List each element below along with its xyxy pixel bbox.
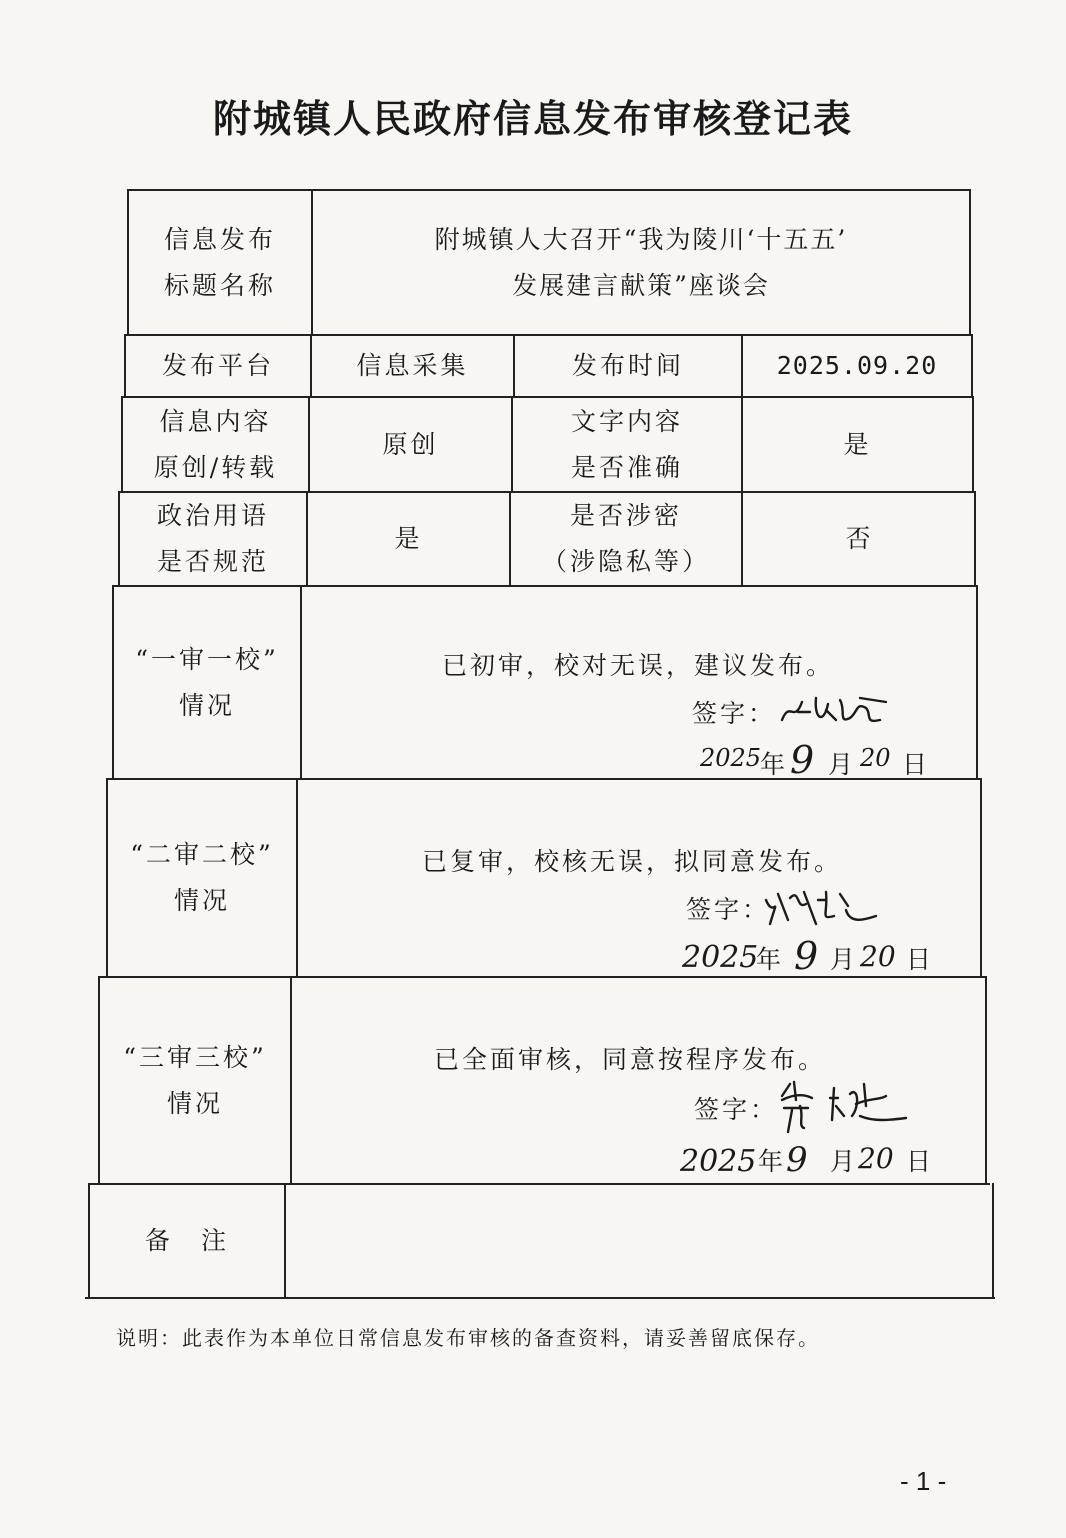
review3-label-cell bbox=[100, 978, 290, 1183]
review2-label-line2: 情况 bbox=[173, 886, 230, 915]
review1-signature bbox=[776, 690, 896, 734]
review3-label-line2: 情况 bbox=[166, 1088, 223, 1118]
accuracy-label-cell bbox=[513, 398, 741, 491]
secret-label-line1: 是否涉密 bbox=[569, 501, 682, 530]
review2-year: 2025 bbox=[682, 940, 759, 975]
review3-year-unit: 年 bbox=[758, 1147, 784, 1176]
table-border-right bbox=[985, 976, 987, 1184]
review3-day-unit: 日 bbox=[906, 1147, 932, 1176]
review3-year: 2025 bbox=[680, 1144, 757, 1179]
review1-label-line2: 情况 bbox=[178, 690, 235, 720]
secret-label-line2: （涉隐私等） bbox=[541, 547, 710, 576]
column-divider bbox=[290, 976, 292, 1184]
time-value-cell bbox=[743, 336, 971, 396]
review3-month-unit: 月 bbox=[830, 1147, 856, 1176]
document-title: 附城镇人民政府信息发布审核登记表 bbox=[212, 97, 853, 141]
review3-sign-label: 签字： bbox=[694, 1095, 779, 1124]
accuracy-value: 是 bbox=[843, 429, 872, 459]
table-border-right bbox=[976, 585, 978, 779]
review2-signature bbox=[760, 880, 880, 934]
review2-label-line1: “二审二校” bbox=[130, 840, 274, 869]
secret-label-cell bbox=[511, 493, 741, 585]
platform-value-cell bbox=[312, 336, 513, 396]
title-label-line2: 标题名称 bbox=[163, 270, 276, 300]
review3-signature bbox=[774, 1076, 914, 1136]
table-border-right bbox=[972, 396, 974, 492]
review1-year: 2025 bbox=[700, 744, 762, 772]
politics-label-line1: 政治用语 bbox=[156, 501, 269, 530]
secret-value-cell bbox=[743, 493, 976, 585]
review1-year-unit: 年 bbox=[760, 750, 786, 779]
review3-label-line1: “三审三校” bbox=[123, 1042, 267, 1072]
time-value: 2025.09.20 bbox=[776, 351, 938, 380]
table-border-right bbox=[971, 334, 973, 397]
review2-year-unit: 年 bbox=[756, 945, 782, 974]
platform-label: 发布平台 bbox=[161, 351, 274, 380]
title-value-cell bbox=[313, 191, 969, 334]
secret-value: 否 bbox=[845, 524, 874, 553]
table-border-right bbox=[980, 778, 982, 977]
time-label: 发布时间 bbox=[571, 351, 684, 380]
review2-sign-label: 签字： bbox=[686, 895, 771, 924]
time-label-cell bbox=[515, 336, 741, 396]
review2-opinion: 已复审，校核无误，拟同意发布。 bbox=[422, 847, 843, 876]
review3-day: 20 bbox=[858, 1142, 894, 1175]
title-value-line2: 发展建言献策”座谈会 bbox=[512, 270, 770, 300]
title-value-line1: 附城镇人大召开“我为陵川‘十五五’ bbox=[434, 224, 848, 254]
review2-day-unit: 日 bbox=[906, 945, 932, 974]
title-label-cell bbox=[129, 191, 311, 334]
accuracy-value-cell bbox=[743, 398, 972, 491]
page-number: - 1 - bbox=[900, 1466, 947, 1496]
remark-value-cell bbox=[286, 1185, 992, 1297]
politics-value-cell bbox=[308, 493, 509, 585]
review2-month: 9 bbox=[794, 934, 819, 978]
footnote: 说明：此表作为本单位日常信息发布审核的备查资料，请妥善留底保存。 bbox=[116, 1326, 820, 1350]
platform-label-cell bbox=[126, 336, 310, 396]
origin-value: 原创 bbox=[382, 429, 439, 459]
table-border-right bbox=[992, 1183, 994, 1298]
review3-month: 9 bbox=[786, 1140, 808, 1180]
platform-value: 信息采集 bbox=[356, 351, 469, 380]
remark-label: 备 注 bbox=[144, 1226, 229, 1255]
review1-label-line1: “一审一校” bbox=[135, 644, 279, 674]
review1-month: 9 bbox=[790, 738, 815, 782]
column-divider bbox=[296, 778, 298, 977]
table-border-right bbox=[969, 189, 971, 335]
review2-label-cell bbox=[108, 780, 296, 976]
politics-label-cell bbox=[120, 493, 306, 585]
politics-label-line2: 是否规范 bbox=[156, 547, 269, 576]
review1-month-unit: 月 bbox=[828, 750, 854, 779]
remark-label-cell bbox=[90, 1185, 284, 1297]
review1-opinion: 已初审，校对无误，建议发布。 bbox=[442, 651, 835, 680]
table-border-bottom bbox=[85, 1297, 995, 1299]
review1-day: 20 bbox=[860, 744, 891, 772]
column-divider bbox=[300, 585, 302, 779]
title-label-line1: 信息发布 bbox=[163, 224, 276, 254]
politics-value: 是 bbox=[394, 524, 423, 553]
review2-day: 20 bbox=[860, 940, 896, 973]
review2-month-unit: 月 bbox=[830, 945, 856, 974]
origin-label-line1: 信息内容 bbox=[159, 406, 272, 436]
origin-label-cell bbox=[123, 398, 308, 491]
review1-day-unit: 日 bbox=[902, 750, 928, 779]
origin-label-line2: 原创/转载 bbox=[153, 452, 278, 482]
review1-sign-label: 签字： bbox=[692, 699, 777, 728]
origin-value-cell bbox=[310, 398, 511, 491]
accuracy-label-line2: 是否准确 bbox=[570, 452, 683, 482]
review3-opinion: 已全面审核，同意按程序发布。 bbox=[434, 1045, 827, 1074]
review1-label-cell bbox=[114, 587, 300, 778]
accuracy-label-line1: 文字内容 bbox=[570, 406, 683, 436]
